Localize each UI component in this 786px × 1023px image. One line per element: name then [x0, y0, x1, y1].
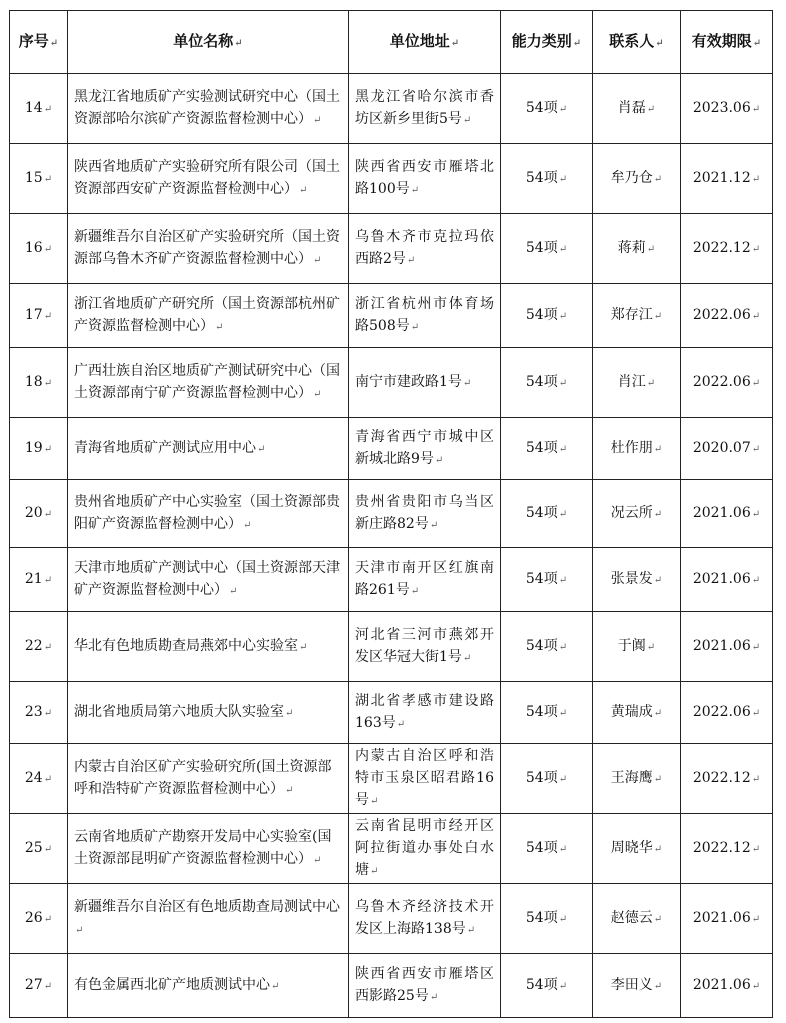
table-row [10, 548, 773, 612]
contact-person: 王海鹰↵ [593, 744, 681, 814]
row-number: 22↵ [10, 612, 68, 682]
valid-until: 2021.06↵ [681, 954, 773, 1018]
contact-person: 赵德云↵ [593, 884, 681, 954]
table-row [10, 214, 773, 284]
unit-name: 黑龙江省地质矿产实验测试研究中心（国土资源部哈尔滨矿产资源监督检测中心）↵ [68, 74, 349, 144]
header-address: 单位地址↵ [349, 11, 501, 74]
header-capability: 能力类别↵ [501, 11, 593, 74]
row-number: 18↵ [10, 348, 68, 418]
row-number: 17↵ [10, 284, 68, 348]
contact-person: 肖江↵ [593, 348, 681, 418]
row-number: 27↵ [10, 954, 68, 1018]
capability-class: 54项↵ [501, 682, 593, 744]
unit-name: 天津市地质矿产测试中心（国土资源部天津矿产资源监督检测中心）↵ [68, 548, 349, 612]
capability-class: 54项↵ [501, 744, 593, 814]
unit-name: 陕西省地质矿产实验研究所有限公司（国土资源部西安矿产资源监督检测中心）↵ [68, 144, 349, 214]
unit-address: 贵州省贵阳市乌当区新庄路82号↵ [349, 480, 501, 548]
valid-until: 2021.12↵ [681, 144, 773, 214]
table-row [10, 884, 773, 954]
table-row [10, 744, 773, 814]
table-row [10, 74, 773, 144]
unit-name: 青海省地质矿产测试应用中心↵ [68, 418, 349, 480]
capability-class: 54项↵ [501, 348, 593, 418]
valid-until: 2022.06↵ [681, 284, 773, 348]
capability-class: 54项↵ [501, 214, 593, 284]
row-number: 26↵ [10, 884, 68, 954]
table-row [10, 348, 773, 418]
capability-class: 54项↵ [501, 144, 593, 214]
valid-until: 2022.06↵ [681, 682, 773, 744]
unit-name: 华北有色地质勘查局燕郊中心实验室↵ [68, 612, 349, 682]
capability-class: 54项↵ [501, 74, 593, 144]
unit-address: 青海省西宁市城中区新城北路9号↵ [349, 418, 501, 480]
unit-address: 乌鲁木齐经济技术开发区上海路138号↵ [349, 884, 501, 954]
row-number: 14↵ [10, 74, 68, 144]
contact-person: 牟乃仓↵ [593, 144, 681, 214]
unit-name: 云南省地质矿产勘察开发局中心实验室(国土资源部昆明矿产资源监督检测中心）↵ [68, 814, 349, 884]
institution-table [9, 10, 773, 1018]
row-number: 23↵ [10, 682, 68, 744]
header-contact: 联系人↵ [593, 11, 681, 74]
unit-address: 乌鲁木齐市克拉玛依西路2号↵ [349, 214, 501, 284]
contact-person: 蒋莉↵ [593, 214, 681, 284]
table-row [10, 144, 773, 214]
valid-until: 2022.06↵ [681, 348, 773, 418]
contact-person: 张景发↵ [593, 548, 681, 612]
unit-address: 湖北省孝感市建设路163号↵ [349, 682, 501, 744]
valid-until: 2020.07↵ [681, 418, 773, 480]
unit-name: 新疆维吾尔自治区有色地质勘查局测试中心↵ [68, 884, 349, 954]
unit-name: 内蒙古自治区矿产实验研究所(国土资源部呼和浩特矿产资源监督检测中心）↵ [68, 744, 349, 814]
unit-address: 河北省三河市燕郊开发区华冠大街1号↵ [349, 612, 501, 682]
header-no: 序号↵ [10, 11, 68, 74]
table-row [10, 682, 773, 744]
unit-address: 陕西省西安市雁塔区西影路25号↵ [349, 954, 501, 1018]
capability-class: 54项↵ [501, 884, 593, 954]
row-number: 21↵ [10, 548, 68, 612]
valid-until: 2021.06↵ [681, 612, 773, 682]
valid-until: 2021.06↵ [681, 480, 773, 548]
unit-name: 浙江省地质矿产研究所（国土资源部杭州矿产资源监督检测中心）↵ [68, 284, 349, 348]
row-number: 19↵ [10, 418, 68, 480]
table-row [10, 284, 773, 348]
capability-class: 54项↵ [501, 548, 593, 612]
row-number: 15↵ [10, 144, 68, 214]
unit-address: 黑龙江省哈尔滨市香坊区新乡里街5号↵ [349, 74, 501, 144]
unit-name: 新疆维吾尔自治区矿产实验研究所（国土资源部乌鲁木齐矿产资源监督检测中心）↵ [68, 214, 349, 284]
header-valid: 有效期限↵ [681, 11, 773, 74]
contact-person: 郑存江↵ [593, 284, 681, 348]
contact-person: 李田义↵ [593, 954, 681, 1018]
table-row [10, 612, 773, 682]
unit-name: 广西壮族自治区地质矿产测试研究中心（国土资源部南宁矿产资源监督检测中心）↵ [68, 348, 349, 418]
table-row [10, 954, 773, 1018]
row-number: 24↵ [10, 744, 68, 814]
table-row [10, 480, 773, 548]
unit-address: 内蒙古自治区呼和浩特市玉泉区昭君路16号↵ [349, 744, 501, 814]
row-number: 16↵ [10, 214, 68, 284]
contact-person: 杜作朋↵ [593, 418, 681, 480]
capability-class: 54项↵ [501, 612, 593, 682]
table-header-row [10, 11, 773, 74]
unit-name: 湖北省地质局第六地质大队实验室↵ [68, 682, 349, 744]
capability-class: 54项↵ [501, 954, 593, 1018]
valid-until: 2022.12↵ [681, 814, 773, 884]
unit-name: 有色金属西北矿产地质测试中心↵ [68, 954, 349, 1018]
table-row [10, 814, 773, 884]
valid-until: 2022.12↵ [681, 214, 773, 284]
unit-address: 浙江省杭州市体育场路508号↵ [349, 284, 501, 348]
valid-until: 2021.06↵ [681, 548, 773, 612]
unit-address: 天津市南开区红旗南路261号↵ [349, 548, 501, 612]
contact-person: 周晓华↵ [593, 814, 681, 884]
unit-address: 南宁市建政路1号↵ [349, 348, 501, 418]
capability-class: 54项↵ [501, 480, 593, 548]
valid-until: 2021.06↵ [681, 884, 773, 954]
contact-person: 于阗↵ [593, 612, 681, 682]
valid-until: 2023.06↵ [681, 74, 773, 144]
row-number: 25↵ [10, 814, 68, 884]
contact-person: 黄瑞成↵ [593, 682, 681, 744]
valid-until: 2022.12↵ [681, 744, 773, 814]
table-row [10, 418, 773, 480]
capability-class: 54项↵ [501, 284, 593, 348]
contact-person: 肖磊↵ [593, 74, 681, 144]
capability-class: 54项↵ [501, 418, 593, 480]
row-number: 20↵ [10, 480, 68, 548]
capability-class: 54项↵ [501, 814, 593, 884]
contact-person: 况云所↵ [593, 480, 681, 548]
unit-address: 陕西省西安市雁塔北路100号↵ [349, 144, 501, 214]
unit-name: 贵州省地质矿产中心实验室（国土资源部贵阳矿产资源监督检测中心）↵ [68, 480, 349, 548]
unit-address: 云南省昆明市经开区阿拉街道办事处白水塘↵ [349, 814, 501, 884]
header-name: 单位名称↵ [68, 11, 349, 74]
